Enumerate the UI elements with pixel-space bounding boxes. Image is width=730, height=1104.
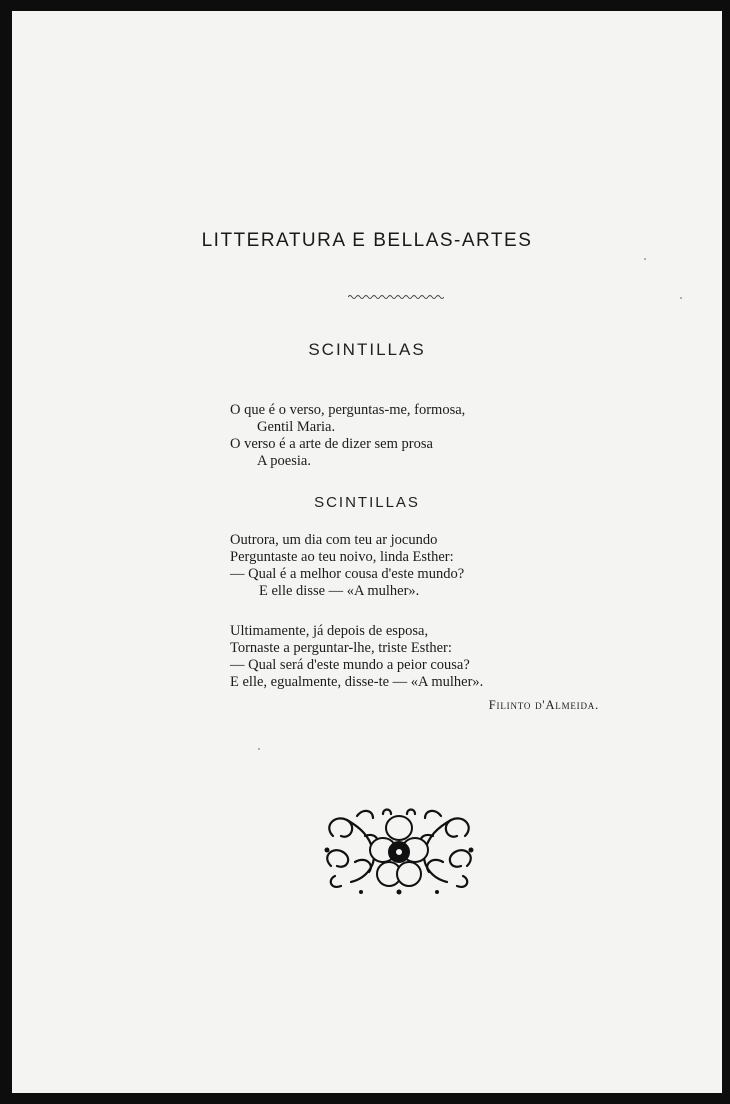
poem-line: — Qual será d'este mundo a peior cousa? (230, 657, 470, 673)
poem-line: A poesia. (257, 453, 311, 469)
poem-line: E elle disse — «A mulher». (259, 583, 420, 599)
floral-vignette-icon (321, 806, 477, 896)
poem-line: Perguntaste ao teu noivo, linda Esther: (230, 549, 454, 565)
wavy-rule-divider (348, 294, 444, 300)
poem-line: Gentil Maria. (257, 419, 336, 435)
section-title: LITTERATURA E BELLAS-ARTES (201, 230, 533, 251)
paper-speck (644, 258, 646, 260)
poem-line: Ultimamente, já depois de esposa, (230, 623, 429, 639)
poem-line: O que é o verso, perguntas-me, formosa, (230, 402, 466, 418)
poem-1-stanza (230, 402, 465, 470)
poem-2-stanza-1 (230, 532, 464, 600)
paper-speck (680, 297, 682, 299)
poem-2-stanza-2 (230, 623, 483, 691)
poem-line: E elle, egualmente, disse-te — «A mulher». (230, 674, 484, 690)
paper-speck (258, 748, 260, 750)
author-signature: Filinto d'Almeida. (488, 698, 599, 712)
poem-line: Tornaste a perguntar-lhe, triste Esther: (230, 640, 452, 656)
poem-title-2: SCINTILLAS (314, 494, 420, 511)
poem-line: — Qual é a melhor cousa d'este mundo? (230, 566, 465, 582)
poem-title-1: SCINTILLAS (308, 340, 426, 359)
document-page (12, 11, 722, 1093)
poem-line: Outrora, um dia com teu ar jocundo (230, 532, 438, 548)
poem-line: O verso é a arte de dizer sem prosa (230, 436, 433, 452)
